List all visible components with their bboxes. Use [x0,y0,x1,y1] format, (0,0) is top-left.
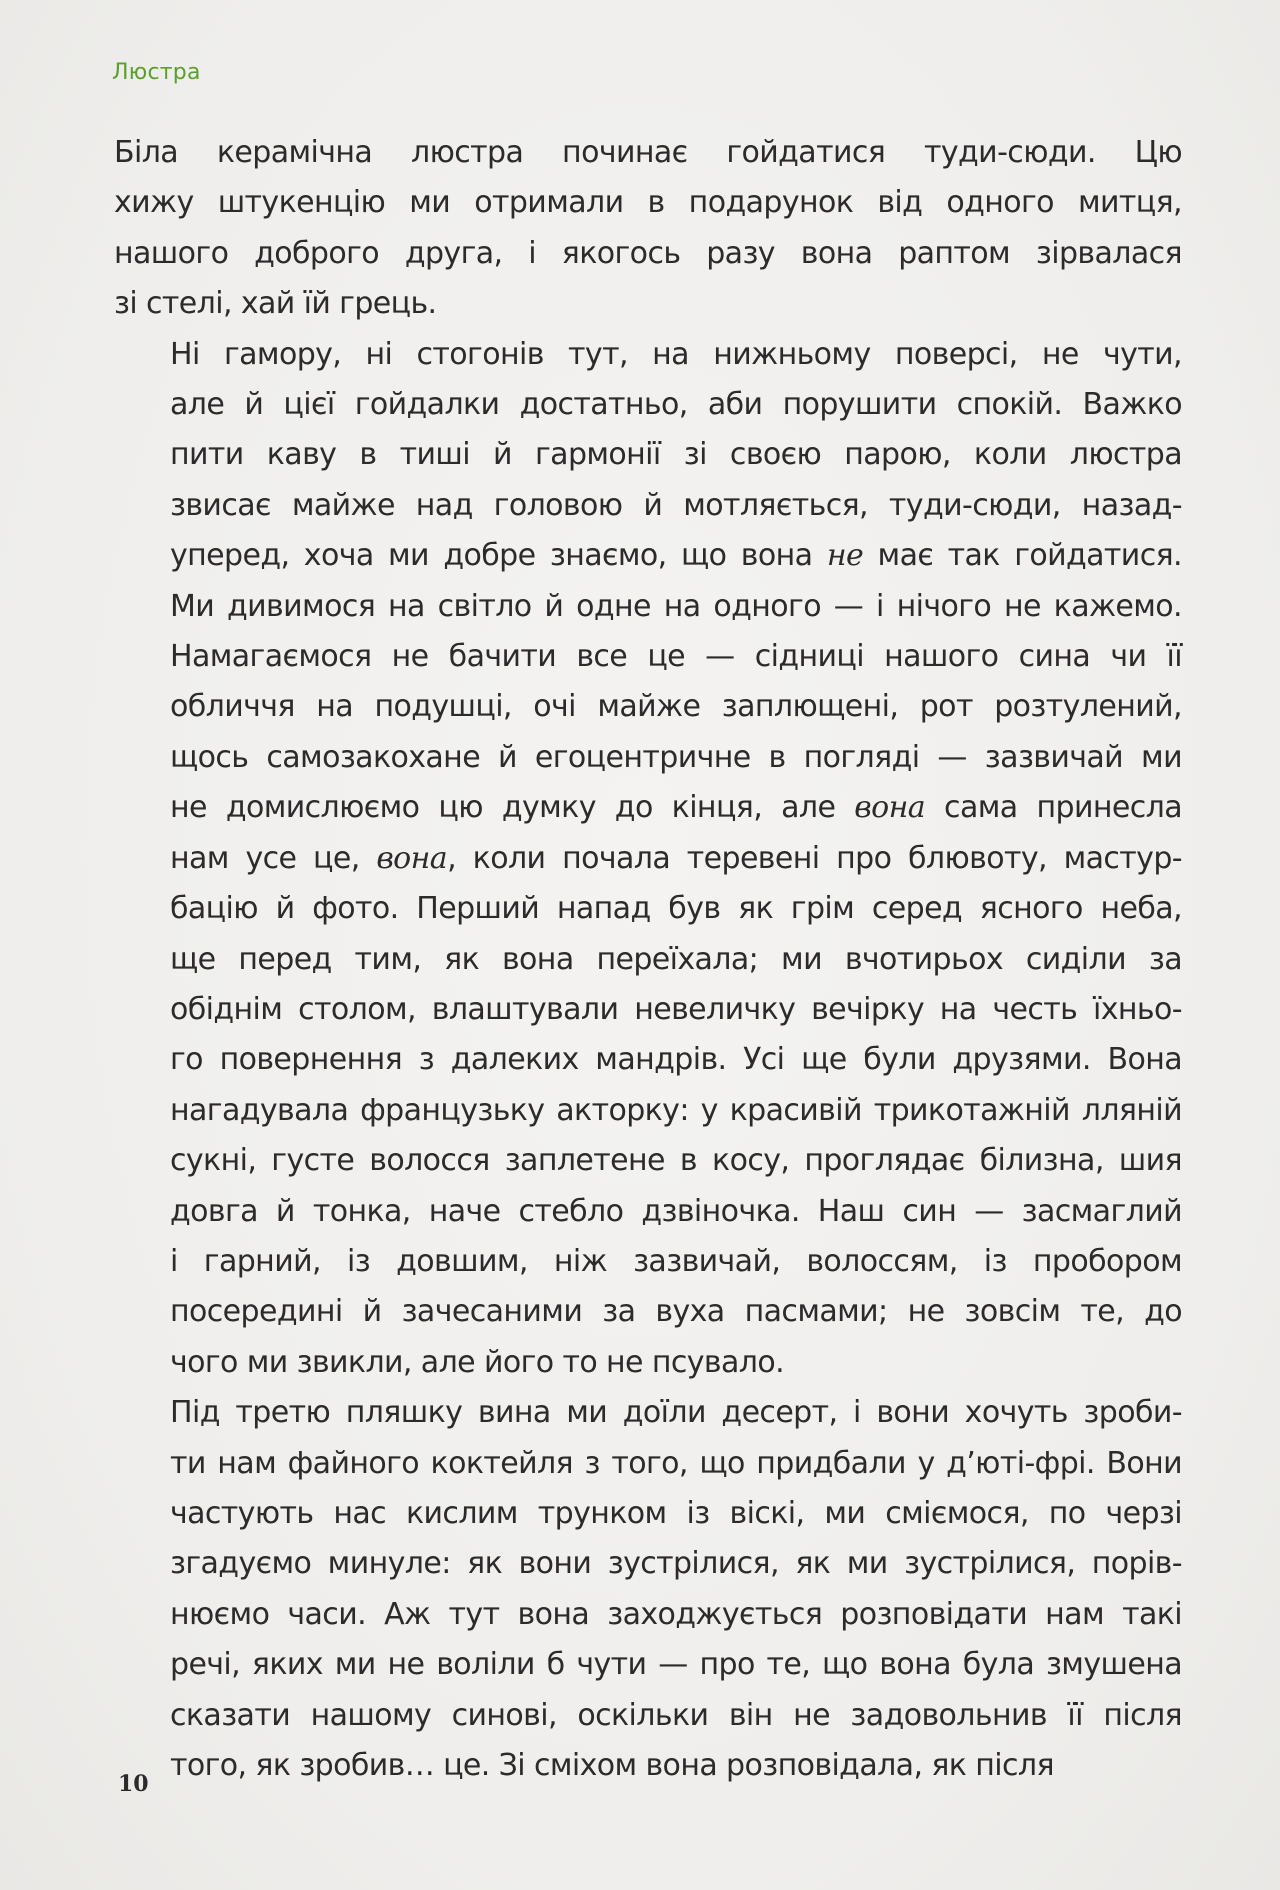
text-line: нагадувала французьку акторку: у красивій трикотажній лляній [170,1092,1182,1128]
text-segment: не домислюємо цю думку до кінця, але [170,790,855,826]
paragraph [114,128,1182,330]
text-line: Ми дивимося на світло й одне на одного — і нічого не кажемо. [170,588,1182,624]
text-line: хижу штукенцію ми отримали в подарунок від одного митця, [114,185,1182,221]
text-line: Біла керамічна люстра починає гойдатися туди-сюди. Цю [114,135,1182,170]
text-line: зі стелі, хай їй грець. [114,286,437,322]
body-text [114,128,1182,1791]
text-line: щось самозакохане й егоцентричне в погляді — зазвичай ми [170,739,1182,775]
text-segment: сама принесла [925,790,1182,826]
text-line [114,834,1182,884]
text-line: звисає майже над головою й мотляється, туди-сюди, назад- [170,487,1182,523]
text-line: нашого доброго друга, і якогось разу вона раптом зірвалася [114,235,1182,271]
text-line [114,531,1182,581]
paragraph [114,1388,1182,1791]
paragraph [114,330,1182,1389]
text-line: Ні гамору, ні стогонів тут, на нижньому поверсі, не чути, [170,336,1182,372]
text-line: бацію й фото. Перший напад був як грім серед ясного неба, [170,891,1182,927]
page-number: 10 [118,1771,149,1797]
emphasis-word: не [826,538,864,574]
text-line: сукні, густе волосся заплетене в косу, проглядає білизна, шия [170,1143,1182,1179]
text-line: чого ми звикли, але його то не псувало. [170,1344,785,1380]
text-segment: уперед, хоча ми добре знаємо, що вона [170,538,827,574]
text-line: Під третю пляшку вина ми доїли десерт, і вони хочуть зроби- [170,1395,1182,1431]
text-line: того, як зробив… це. Зі сміхом вона розповідала, як після [170,1748,1054,1783]
text-line: ти нам файного коктейля з того, що придбали у д’юті-фрі. Вони [170,1445,1182,1481]
text-line: пити каву в тиші й гармонії зі своєю парою, коли люстра [170,437,1182,473]
text-line: і гарний, із довшим, ніж зазвичай, волоссям, із пробором [170,1243,1182,1279]
running-title: Люстра [112,60,201,85]
text-line: речі, яких ми не воліли б чути — про те, що вона була змушена [170,1647,1182,1683]
text-line: го повернення з далеких мандрів. Усі ще були друзями. Вона [170,1042,1182,1078]
text-line: обіднім столом, влаштували невеличку вечірку на честь їхньо- [170,991,1182,1027]
emphasis-word: вона [376,840,448,876]
text-line [114,783,1182,833]
text-line: але й цієї гойдалки достатньо, аби порушити спокій. Важко [170,387,1182,423]
emphasis-word: вона [854,790,926,826]
text-segment: нам усе це, [170,840,377,876]
text-line: ще перед тим, як вона переїхала; ми вчотирьох сиділи за [170,941,1182,977]
text-segment: має так гойдатися. [863,538,1182,574]
text-line: нюємо часи. Аж тут вона заходжується розповідати нам такі [170,1596,1182,1632]
text-line: обличчя на подушці, очі майже заплющені, рот розтулений, [170,689,1182,725]
text-line: Намагаємося не бачити все це — сідниці нашого сина чи її [170,639,1182,675]
text-segment: , коли почала теревені про блювоту, мастур- [447,840,1182,876]
text-line: згадуємо минуле: як вони зустрілися, як ми зустрілися, порів- [170,1546,1182,1582]
text-line: посередині й зачесаними за вуха пасмами; не зовсім те, до [170,1294,1182,1330]
text-line: сказати нашому синові, оскільки він не задовольнив її після [170,1697,1182,1733]
text-line: довга й тонка, наче стебло дзвіночка. Наш син — засмаглий [170,1193,1182,1229]
text-line: частують нас кислим трунком із віскі, ми сміємося, по черзі [170,1495,1182,1531]
